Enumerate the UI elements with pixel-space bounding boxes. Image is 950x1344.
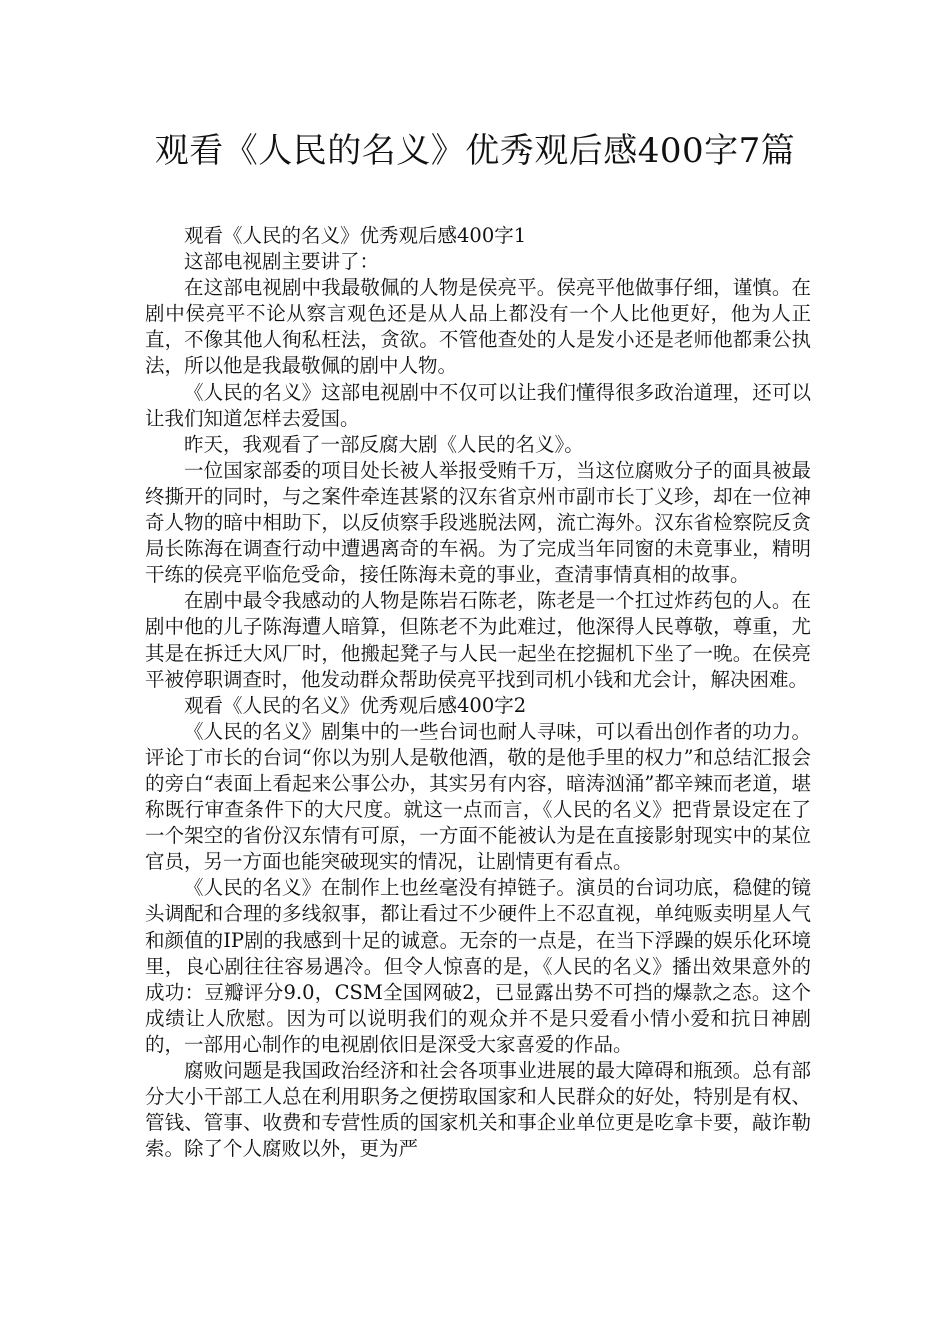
section-heading: 观看《人民的名义》优秀观后感400字1 [184,224,527,247]
paragraph: 《人民的名义》这部电视剧中不仅可以让我们懂得很多政治道理，还可以让我们知道怎样去爱国。 [145,380,811,430]
paragraph: 在这部电视剧中我最敬佩的人物是侯亮平。侯亮平他做事仔细，谨慎。在剧中侯亮平不论从察言观色还是从人品上都没有一个人比他更好，他为人正直，不像其他人徇私枉法，贪欲。不管他查处的人是发小还是老师他都秉公执法，所以他是我最敬佩的剧中人物。 [145,276,811,378]
section-heading: 观看《人民的名义》优秀观后感400字2 [184,693,527,717]
paragraph: 在剧中最令我感动的人物是陈岩石陈老，陈老是一个扛过炸药包的人。在剧中他的儿子陈海遭人暗算，但陈老不为此难过，他深得人民尊敬，尊重，尤其是在拆迁大风厂时，他搬起凳子与人民一起坐在挖掘机下坐了一晚。在侯亮平被停职调查时，他发动群众帮助侯亮平找到司机小钱和尤会计，解决困难。 [145,589,811,691]
document-title: 观看《人民的名义》优秀观后感400字7篇 [154,131,796,171]
paragraph: 《人民的名义》剧集中的一些台词也耐人寻味，可以看出创作者的功力。评论丁市长的台词“你以为别人是敬他酒，敬的是他手里的权力”和总结汇报会的旁白“表面上看起来公事公办，其实另有内容，暗涛汹涌”都辛辣而老道，堪称既行审查条件下的大尺度。就这一点而言，《人民的名义》把背景设定在了一个架空的省份汉东情有可原，一方面不能被认为是在直接影射现实中的某位官员，另一方面也能突破现实的情况，让剧情更有看点。 [145,719,811,874]
document-body [145,223,811,1162]
paragraph: 一位国家部委的项目处长被人举报受贿千万，当这位腐败分子的面具被最终撕开的同时，与之案件牵连甚紧的汉东省京州市副市长丁义珍，却在一位神奇人物的暗中相助下，以反侦察手段逃脱法网，流亡海外。汉东省检察院反贪局长陈海在调查行动中遭遇离奇的车祸。为了完成当年同窗的未竟事业，精明干练的侯亮平临危受命，接任陈海未竟的事业，查清事情真相的故事。 [145,458,811,587]
paragraph: 腐败问题是我国政治经济和社会各项事业进展的最大障碍和瓶颈。总有部分大小干部工人总在利用职务之便捞取国家和人民群众的好处，特别是有权、管钱、管事、收费和专营性质的国家机关和事企业单位更是吃拿卡要，敲诈勒索。除了个人腐败以外，更为严 [145,1059,811,1161]
paragraph: 《人民的名义》在制作上也丝毫没有掉链子。演员的台词功底，稳健的镜头调配和合理的多线叙事，都让看过不少硬件上不忍直视，单纯贩卖明星人气和颜值的IP剧的我感到十足的诚意。无奈的一点是，在当下浮躁的娱乐化环境里，良心剧往往容易遇冷。但令人惊喜的是，《人民的名义》播出效果意外的成功：豆瓣评分9.0，CSM全国网破2，已显露出势不可挡的爆款之态。这个成绩让人欣慰。因为可以说明我们的观众并不是只爱看小情小爱和抗日神剧的，一部用心制作的电视剧依旧是深受大家喜爱的作品。 [145,876,811,1056]
paragraph: 这部电视剧主要讲了： [184,250,380,274]
paragraph: 昨天，我观看了一部反腐大剧《人民的名义》。 [184,432,584,456]
